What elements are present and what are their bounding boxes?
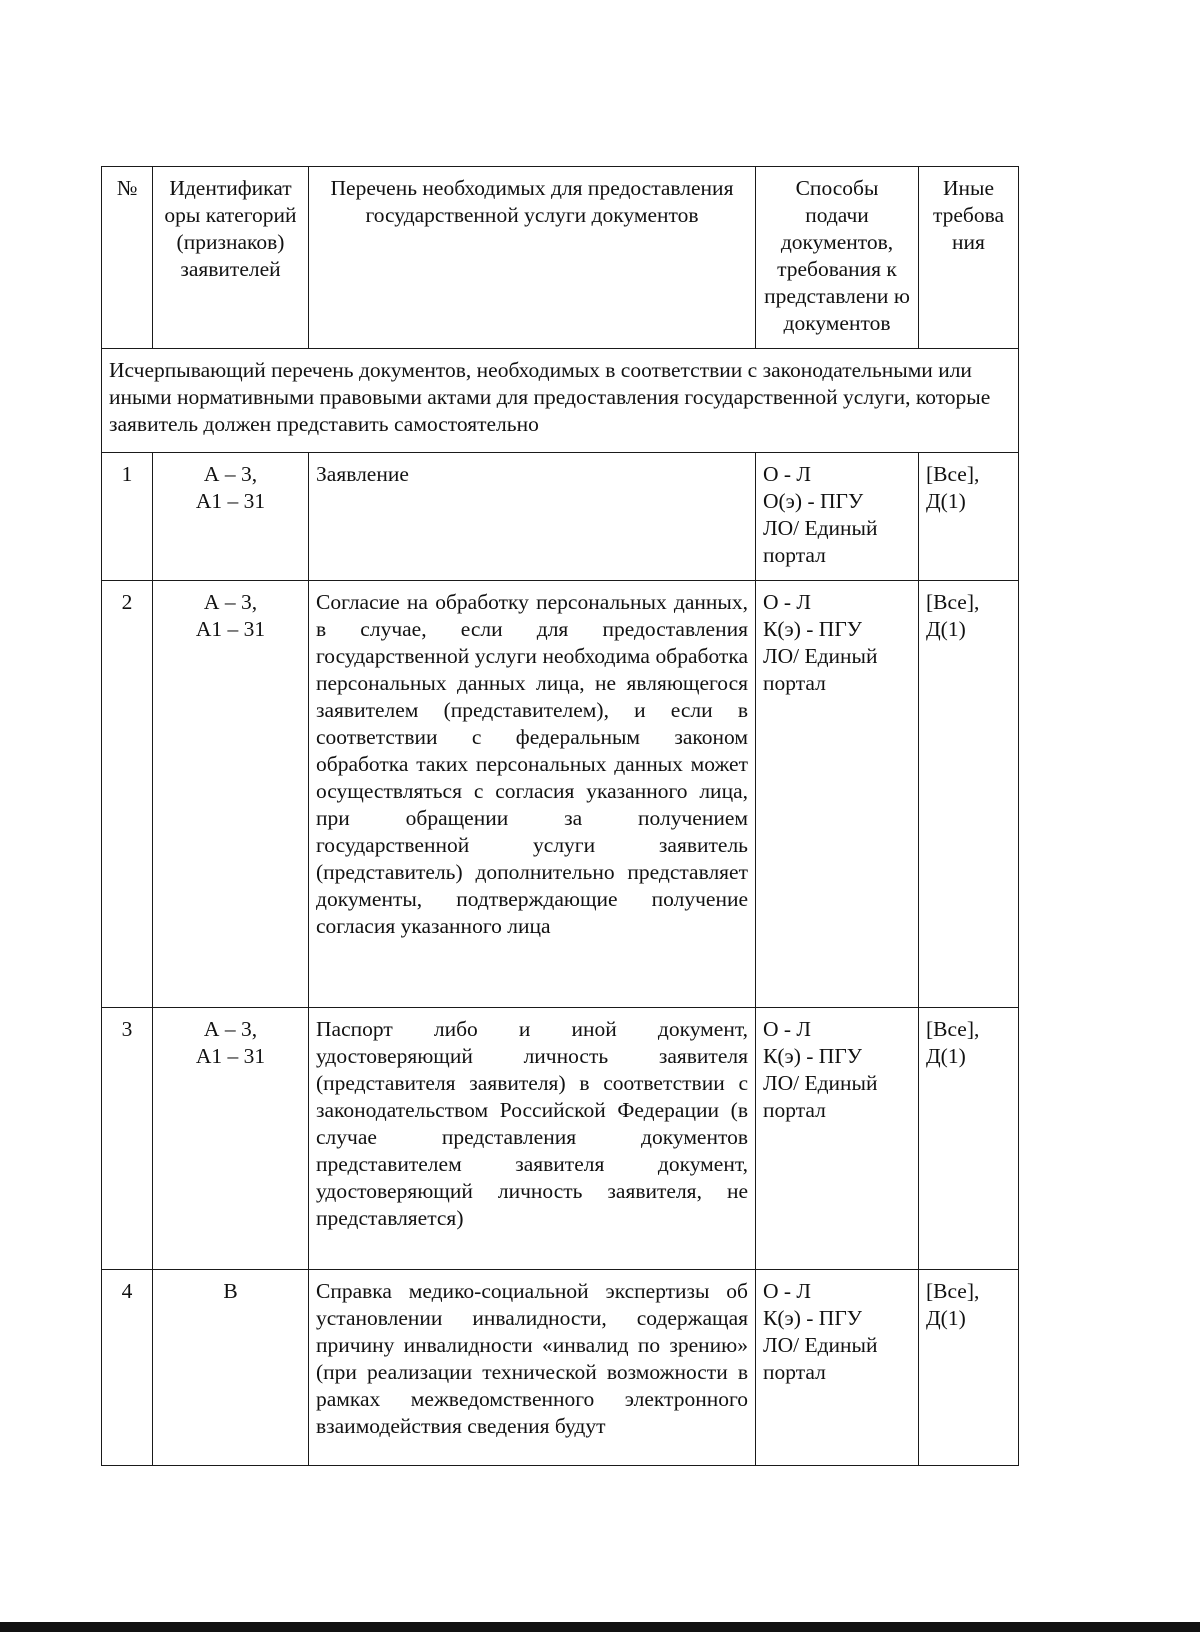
row-number: 1: [102, 453, 153, 581]
table-row: [102, 453, 1019, 581]
header-applicant-category-ids: Идентификат оры категорий (признаков) заявителей: [153, 167, 309, 349]
row-submission-methods: О - Л К(э) - ПГУ ЛО/ Единый портал: [756, 581, 919, 1008]
row-other-requirements: [Все], Д(1): [919, 1270, 1019, 1466]
row-number: 3: [102, 1008, 153, 1270]
documents-table: [101, 166, 1019, 1466]
section-title: Исчерпывающий перечень документов, необходимых в соответствии с законодательными или иными нормативными правовыми актами для предоставления государственной услуги, которые заявитель должен представить самостоятельно: [102, 349, 1019, 453]
row-number: 2: [102, 581, 153, 1008]
row-number: 4: [102, 1270, 153, 1466]
row-submission-methods: О - Л О(э) - ПГУ ЛО/ Единый портал: [756, 453, 919, 581]
header-required-documents: Перечень необходимых для предоставления государственной услуги документов: [309, 167, 756, 349]
row-document: Согласие на обработку персональных данных, в случае, если для предоставления государственной услуги необходима обработка персональных данных лица, не являющегося заявителем (представителем), и если в соответствии с федеральным законом обработка таких персональных данных может осуществляться с согласия указанного лица, при обращении за получением государственной услуги заявитель (представитель) дополнительно представляет документы, подтверждающие получение согласия указанного лица: [309, 581, 756, 1008]
row-category-ids: А – 3, А1 – 31: [153, 453, 309, 581]
row-category-ids: А – 3, А1 – 31: [153, 581, 309, 1008]
row-document: Заявление: [309, 453, 756, 581]
row-document: Справка медико-социальной экспертизы об установлении инвалидности, содержащая причину инвалидности «инвалид по зрению» (при реализации технической возможности в рамках межведомственного электронного взаимодействия сведения будут: [309, 1270, 756, 1466]
table-row: [102, 1008, 1019, 1270]
row-other-requirements: [Все], Д(1): [919, 581, 1019, 1008]
table-header-row: [102, 167, 1019, 349]
table-row: [102, 581, 1019, 1008]
scan-bottom-edge: [0, 1622, 1200, 1632]
row-other-requirements: [Все], Д(1): [919, 453, 1019, 581]
row-other-requirements: [Все], Д(1): [919, 1008, 1019, 1270]
row-category-ids: В: [153, 1270, 309, 1466]
table-row: [102, 1270, 1019, 1466]
row-document: Паспорт либо и иной документ, удостоверяющий личность заявителя (представителя заявителя) в соответствии с законодательством Российской Федерации (в случае представления документов представителем заявителя документ, удостоверяющий личность заявителя, не представляется): [309, 1008, 756, 1270]
header-number: №: [102, 167, 153, 349]
header-other-requirements: Иные требова ния: [919, 167, 1019, 349]
header-submission-methods: Способы подачи документов, требования к представлени ю документов: [756, 167, 919, 349]
section-row: [102, 349, 1019, 453]
row-category-ids: А – 3, А1 – 31: [153, 1008, 309, 1270]
row-submission-methods: О - Л К(э) - ПГУ ЛО/ Единый портал: [756, 1008, 919, 1270]
row-submission-methods: О - Л К(э) - ПГУ ЛО/ Единый портал: [756, 1270, 919, 1466]
